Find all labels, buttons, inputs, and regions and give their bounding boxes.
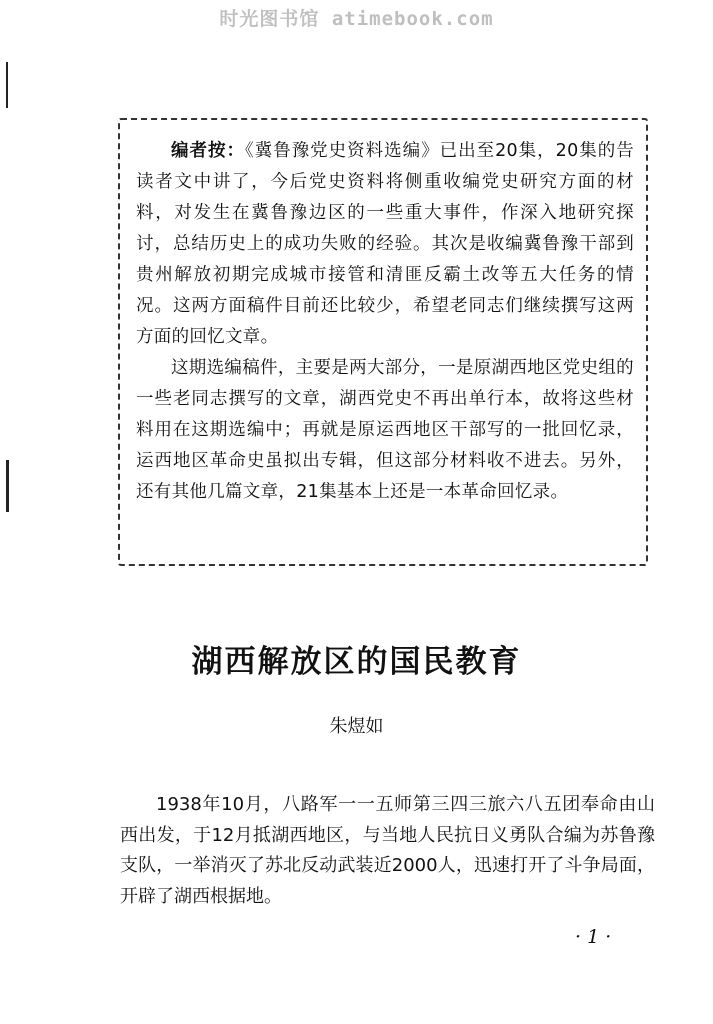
scan-mark-left-top [6,62,8,108]
article-paragraph-1: 1938年10月，八路军一一五师第三四三旅六八五团奉命由山西出发，于12月抵湖西地区，与当地人民抗日义勇队合编为苏鲁豫支队，一举消灭了苏北反动武装近2000人，迅速打开了斗争局面，开辟了湖西根据地。 [120,794,655,907]
editor-note-label: 编者按： [171,141,245,161]
article-author: 朱煜如 [329,716,384,737]
scan-mark-left-bottom [6,460,9,512]
page-number: · 1 · [575,926,612,948]
article-title: 湖西解放区的国民教育 [191,644,522,680]
watermark: 时光图书馆 atimebook.com [219,8,494,30]
article-body [120,790,655,912]
editor-note-paragraph-2: 这期选编稿件，主要是两大部分，一是原湖西地区党史组的一些老同志撰写的文章，湖西党史不再出单行本，故将这些材料用在这期选编中；再就是原运西地区干部写的一批回忆录，运西地区革命史虽拟出专辑，但这部分材料收不进去。另外，还有其他几篇文章，21集基本上还是一本革命回忆录。 [136,358,634,502]
editor-note-text-1: 《冀鲁豫党史资料选编》已出至20集，20集的告读者文中讲了，今后党史资料将侧重收编党史研究方面的材料，对发生在冀鲁豫边区的一些重大事件，作深入地研究探讨，总结历史上的成功失败的经验。其次是收编冀鲁豫干部到贵州解放初期完成城市接管和清匪反霸土改等五大任务的情况。这两方面稿件目前还比较少，希望老同志们继续撰写这两方面的回忆文章。 [136,141,634,347]
editor-note-box [118,118,648,566]
editor-note-paragraph-1 [136,136,634,353]
